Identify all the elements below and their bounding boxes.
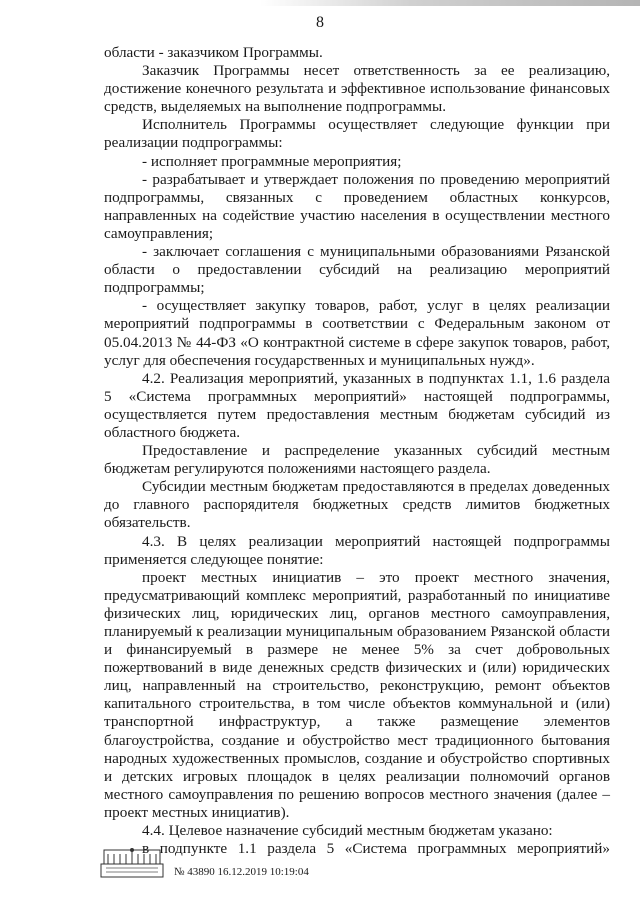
paragraph: Предоставление и распределение указанных субсидий местным бюджетам регулируются положениями настоящего раздела. <box>104 442 610 478</box>
document-footer <box>100 846 400 886</box>
paragraph: области - заказчиком Программы. <box>104 44 323 61</box>
list-item: - заключает соглашения с муниципальными образованиями Рязанской области о предоставлении субсидий на реализацию мероприятий подпрограммы; <box>104 243 610 297</box>
registration-stamp: № 43890 16.12.2019 10:19:04 <box>174 866 309 878</box>
paragraph: 4.4. Целевое назначение субсидий местным бюджетам указано: <box>142 822 553 840</box>
paragraph: 4.3. В целях реализации мероприятий настоящей подпрограммы применяется следующее понятие: <box>104 532 610 568</box>
document-body <box>104 44 610 858</box>
scan-edge-artifact <box>260 0 640 6</box>
paragraph: Заказчик Программы несет ответственность за ее реализацию, достижение конечного результата и эффективное использование финансовых средств, выделяемых на выполнение подпрограммы. <box>104 62 610 116</box>
list-item: - осуществляет закупку товаров, работ, услуг в целях реализации мероприятий подпрограммы в соответствии с Федеральным законом от 05.04.2013 № 44-ФЗ «О контрактной системе в сфере закупок товаров, работ, услуг для обеспечения государственных и муниципальных нужд». <box>104 297 610 369</box>
registry-seal-icon <box>100 846 164 878</box>
list-item: - исполняет программные мероприятия; <box>142 152 402 170</box>
paragraph: Субсидии местным бюджетам предоставляются в пределах доведенных до главного распорядителя бюджетных средств лимитов бюджетных обязательств. <box>104 478 610 532</box>
list-item: - разрабатывает и утверждает положения по проведению мероприятий подпрограммы, связанных с проведением областных конкурсов, направленных на содействие участию населения в осуществлении местного самоуправления; <box>104 170 610 242</box>
paragraph: в подпункте 1.1 раздела 5 «Система программных мероприятий» <box>142 840 610 858</box>
paragraph: Исполнитель Программы осуществляет следующие функции при реализации подпрограммы: <box>104 116 610 152</box>
paragraph: 4.2. Реализация мероприятий, указанных в подпунктах 1.1, 1.6 раздела 5 «Система программных мероприятий» настоящей подпрограммы, осуществляется путем предоставления местным бюджетам субсидий из областного бюджета. <box>104 369 610 441</box>
page-number: 8 <box>316 14 324 31</box>
definition-paragraph: проект местных инициатив – это проект местного значения, предусматривающий комплекс мероприятий, разработанный по инициативе физических лиц, юридических лиц, органов местного самоуправления, планируемый к реализации муниципальным образованием Рязанской области и финансируемый в размере не менее 5% за счет добровольных пожертвований в виде денежных средств физических и (или) юридических лиц, направленный на строительство, реконструкцию, ремонт объектов капитального строительства, в том числе объектов коммунальной и (или) транспортной инфраструктур, а также размещение элементов благоустройства, создание и обустройство мест традиционного бытования народных художественных промыслов, создание и обустройство спортивных и детских игровых площадок в целях реализации полномочий органов местного самоуправления по решению вопросов местного значения (далее – проект местных инициатив). <box>104 568 610 821</box>
